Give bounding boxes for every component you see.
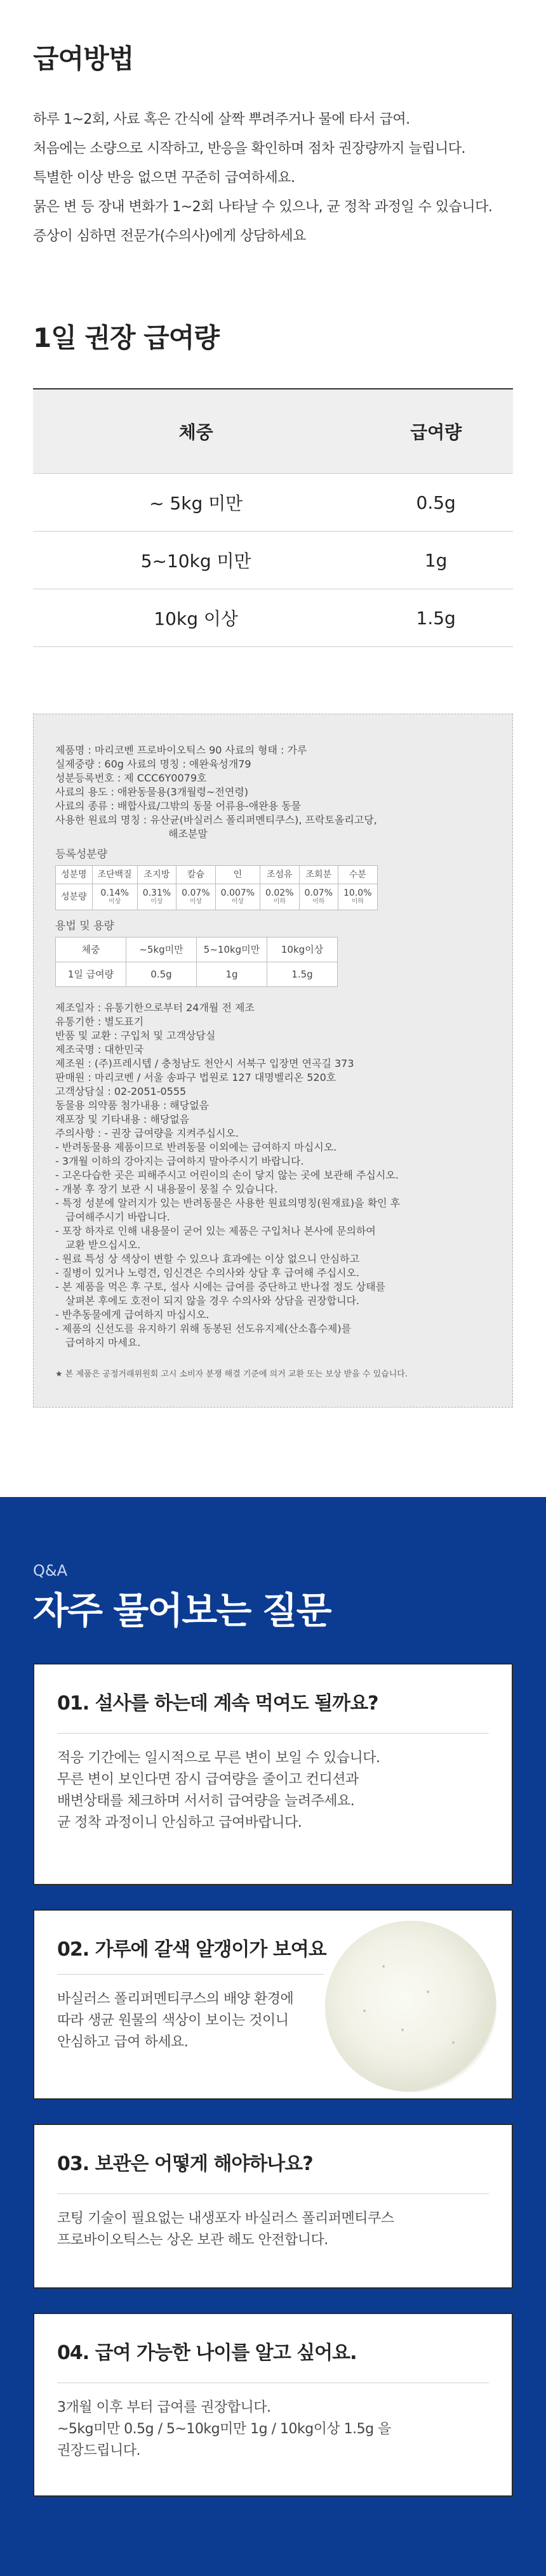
label-details	[55, 1001, 491, 1350]
nut-unit: 이상	[150, 898, 163, 905]
faq-eyebrow: Q&A	[33, 1562, 68, 1579]
faq-answer-line: 적응 기간에는 일시적으로 무른 변이 보일 수 있습니다.	[57, 1750, 380, 1766]
product-label	[33, 714, 513, 1408]
label-line: 동물용 의약품 첨가내용 : 해당없음	[55, 1099, 210, 1111]
faq-card-4	[33, 2313, 513, 2497]
nut-cell: 조회분	[299, 866, 338, 884]
table-row	[56, 962, 338, 987]
label-line: 실제중량 : 60g 사료의 명칭 : 애완육성개79	[55, 758, 251, 770]
faq-answer	[57, 1734, 489, 1834]
usage-cell: 1g	[197, 962, 267, 987]
nut-unit: 이하	[312, 898, 325, 905]
nut-unit: 이상	[108, 898, 121, 905]
faq-answer-line: ~5kg미만 0.5g / 5~10kg미만 1g / 10kg이상 1.5g 을	[57, 2421, 391, 2437]
nut-value: 0.02%	[265, 888, 294, 898]
label-line: 재포장 및 기타내용 : 해당없음	[55, 1113, 190, 1125]
label-line: 급여하지 마세요.	[65, 1337, 141, 1349]
nut-cell	[260, 884, 299, 910]
dose-table	[33, 388, 513, 647]
label-line: - 반려동물용 제품이므로 반려동물 이외에는 급여하지 마십시오.	[55, 1141, 337, 1153]
nut-cell	[176, 884, 215, 910]
faq-answer-line: 권장드립니다.	[57, 2443, 141, 2459]
faq-section	[0, 1497, 546, 2576]
faq-answer-line: 프로바이오틱스는 상온 보관 해도 안전합니다.	[57, 2232, 328, 2248]
usage-cell: 1.5g	[267, 962, 338, 987]
nut-unit: 이상	[189, 898, 203, 905]
dose-header-weight: 체중	[33, 389, 359, 474]
guide-paragraph: 하루 1~2회, 사료 혹은 간식에 살짝 뿌려주거나 물에 타서 급여.	[33, 112, 410, 127]
label-line: - 원료 특성 상 색상이 변할 수 있으나 효과에는 이상 없으니 안심하고	[55, 1253, 360, 1265]
nut-cell: 수분	[338, 866, 377, 884]
faq-answer-line: 배변상태를 체크하며 서서히 급여량을 늘려주세요.	[57, 1793, 355, 1809]
faq-answer	[57, 2383, 489, 2462]
faq-question: 04. 급여 가능한 나이를 알고 싶어요.	[57, 2314, 489, 2383]
dose-amount: 1g	[359, 532, 513, 589]
dose-weight: 5~10kg 미만	[33, 532, 359, 589]
usage-title: 용법 및 용량	[55, 920, 114, 932]
faq-answer-line: 3개월 이후 부터 급여를 권장합니다.	[57, 2400, 271, 2416]
faq-answer-line: 균 정착 과정이니 안심하고 급여바랍니다.	[57, 1815, 302, 1831]
nut-cell: 성분명	[56, 866, 93, 884]
label-line: 급여해주시기 바랍니다.	[65, 1211, 170, 1223]
faq-question: 03. 보관은 어떻게 해야하나요?	[57, 2125, 489, 2194]
label-line: - 제품의 신선도를 유지하기 위해 동봉된 선도유지제(산소흡수제)를	[55, 1323, 352, 1335]
nutrition-table	[55, 865, 378, 910]
table-row	[56, 884, 378, 910]
usage-cell: 1일 급여량	[56, 962, 126, 987]
usage-cell: 체중	[56, 938, 126, 962]
label-line: 사료의 용도 : 애완동물용(3개월령~전연령)	[55, 786, 249, 798]
nutrition-title: 등록성분량	[55, 848, 108, 861]
nut-cell: 조단백질	[92, 866, 137, 884]
guide-title: 급여방법	[33, 43, 134, 74]
guide-paragraph: 특별한 이상 반응 없으면 꾸준히 급여하세요.	[33, 170, 295, 186]
label-line: 고객상담실 : 02-2051-0555	[55, 1085, 187, 1097]
faq-answer	[57, 2194, 489, 2251]
label-line: - 특정 성분에 알러지가 있는 반려동물은 사용한 원료의명칭(원재료)을 확인 후	[55, 1197, 401, 1209]
nut-cell	[56, 884, 93, 910]
table-row	[33, 474, 513, 532]
faq-card-1	[33, 1663, 513, 1885]
label-line: 주의사항 : - 권장 급여량을 지켜주십시오.	[55, 1127, 239, 1139]
label-line: 판매원 : 마리코벤 / 서울 송파구 법원로 127 대명벨리온 520호	[55, 1071, 336, 1083]
nut-value: 0.07%	[304, 888, 333, 898]
label-line: 유통기한 : 별도표기	[55, 1016, 144, 1028]
nut-unit: 이하	[351, 898, 364, 905]
dose-header-amount: 급여량	[359, 389, 513, 474]
faq-answer	[57, 1989, 330, 2053]
label-line: 반품 및 교환 : 구입처 및 고객상담실	[55, 1030, 216, 1042]
guide-paragraph: 증상이 심하면 전문가(수의사)에게 상담하세요	[33, 228, 306, 244]
label-line: 제조원 : (주)프레시텝 / 충청남도 천안시 서북구 입장면 연곡길 373	[55, 1057, 354, 1069]
label-line: 교환 받으십시오.	[65, 1239, 141, 1251]
nut-value: 성분량	[61, 892, 87, 902]
faq-card-2	[33, 1909, 513, 2100]
label-line: 제품명 : 마리코벤 프로바이오틱스 90 사료의 형태 : 가루	[55, 744, 307, 756]
nut-value: 0.14%	[100, 888, 129, 898]
nut-value: 0.007%	[220, 888, 255, 898]
faq-question: 02. 가루에 갈색 알갱이가 보여요	[57, 1939, 326, 1961]
table-row	[56, 938, 338, 962]
dose-weight: 10kg 이상	[33, 589, 359, 647]
faq-answer-line: 바실러스 폴리퍼멘티쿠스의 배양 환경에	[57, 1991, 294, 2007]
dose-title: 1일 권장 급여량	[33, 322, 219, 353]
faq-answer-line: 코팅 기술이 필요없는 내생포자 바실러스 폴리퍼멘티쿠스	[57, 2211, 394, 2226]
label-line: 제조일자 : 유통기한으로부터 24개월 전 제조	[55, 1002, 255, 1014]
table-row	[56, 866, 378, 884]
table-row	[33, 589, 513, 647]
label-line: - 고온다습한 곳은 피해주시고 어린이의 손이 닿지 않는 곳에 보관해 주십시오.	[55, 1169, 399, 1181]
label-line: 살펴본 후에도 호전이 되지 않을 경우 수의사와 상담을 권장합니다.	[65, 1295, 360, 1307]
guide-paragraphs	[33, 109, 513, 247]
label-line: 성분등록번호 : 제 CCC6Y0079호	[55, 772, 207, 784]
nut-cell: 인	[215, 866, 260, 884]
label-line: - 반추동물에게 급여하지 마십시오.	[55, 1309, 210, 1321]
powder-image	[325, 1921, 496, 2092]
faq-title: 자주 물어보는 질문	[33, 1589, 331, 1632]
guide-paragraph: 묽은 변 등 장내 변화가 1~2회 나타날 수 있으나, 균 정착 과정일 수 있습니다.	[33, 199, 493, 215]
label-line: - 본 제품을 먹은 후 구토, 설사 시에는 급여를 중단하고 반나절 정도 상태를	[55, 1281, 386, 1293]
usage-cell: 5~10kg미만	[197, 938, 267, 962]
label-line: - 개봉 후 장기 보관 시 내용물이 뭉칠 수 있습니다.	[55, 1183, 278, 1195]
faq-answer-line: 무른 변이 보인다면 잠시 급여량을 줄이고 컨디션과	[57, 1772, 359, 1788]
nut-cell	[137, 884, 176, 910]
nut-cell	[299, 884, 338, 910]
dose-amount: 0.5g	[359, 474, 513, 532]
label-notice: ★ 본 제품은 공정거래위원회 고시 소비자 분쟁 해결 기준에 의거 교환 또는 보상 받을 수 있습니다.	[55, 1370, 408, 1379]
nut-value: 10.0%	[343, 888, 372, 898]
faq-answer-line: 안심하고 급여 하세요.	[57, 2034, 189, 2050]
nut-unit: 이상	[231, 898, 244, 905]
label-line: 제조국명 : 대한민국	[55, 1043, 144, 1056]
label-line: - 질병이 있거나 노령견, 임신견은 수의사와 상담 후 급여해 주십시오.	[55, 1267, 360, 1279]
label-line: 사용한 원료의 명칭 : 유산균(바실러스 폴리퍼멘티쿠스), 프락토올리고당,	[55, 814, 377, 826]
faq-answer-line: 따라 생균 원물의 색상이 보이는 것이니	[57, 2013, 289, 2029]
label-line: 사료의 종류 : 배합사료/그밖의 동물 어류용-애완용 동물	[55, 800, 302, 812]
nut-value: 0.07%	[182, 888, 210, 898]
label-line: - 포장 하자로 인해 내용물이 굳어 있는 제품은 구입처나 본사에 문의하여	[55, 1225, 376, 1237]
dose-weight: ~ 5kg 미만	[33, 474, 359, 532]
guide-paragraph: 처음에는 소량으로 시작하고, 반응을 확인하며 점차 권장량까지 늘립니다.	[33, 141, 466, 157]
usage-table	[55, 937, 338, 987]
table-row	[33, 532, 513, 589]
usage-cell: 10kg이상	[267, 938, 338, 962]
label-line: - 3개월 이하의 강아지는 급여하지 말아주시기 바랍니다.	[55, 1155, 304, 1167]
nut-cell	[92, 884, 137, 910]
dose-amount: 1.5g	[359, 589, 513, 647]
faq-question: 01. 설사를 하는데 계속 먹여도 될까요?	[57, 1664, 489, 1734]
usage-cell: ~5kg미만	[126, 938, 197, 962]
nut-cell: 칼슘	[176, 866, 215, 884]
nut-cell: 조지방	[137, 866, 176, 884]
nut-cell	[215, 884, 260, 910]
faq-card-3	[33, 2124, 513, 2289]
nut-cell	[338, 884, 377, 910]
label-line: 해조분말	[168, 828, 208, 840]
nut-cell: 조섬유	[260, 866, 299, 884]
nut-value: 0.31%	[142, 888, 171, 898]
nut-unit: 이하	[273, 898, 286, 905]
divider	[57, 1974, 324, 1975]
usage-cell: 0.5g	[126, 962, 197, 987]
